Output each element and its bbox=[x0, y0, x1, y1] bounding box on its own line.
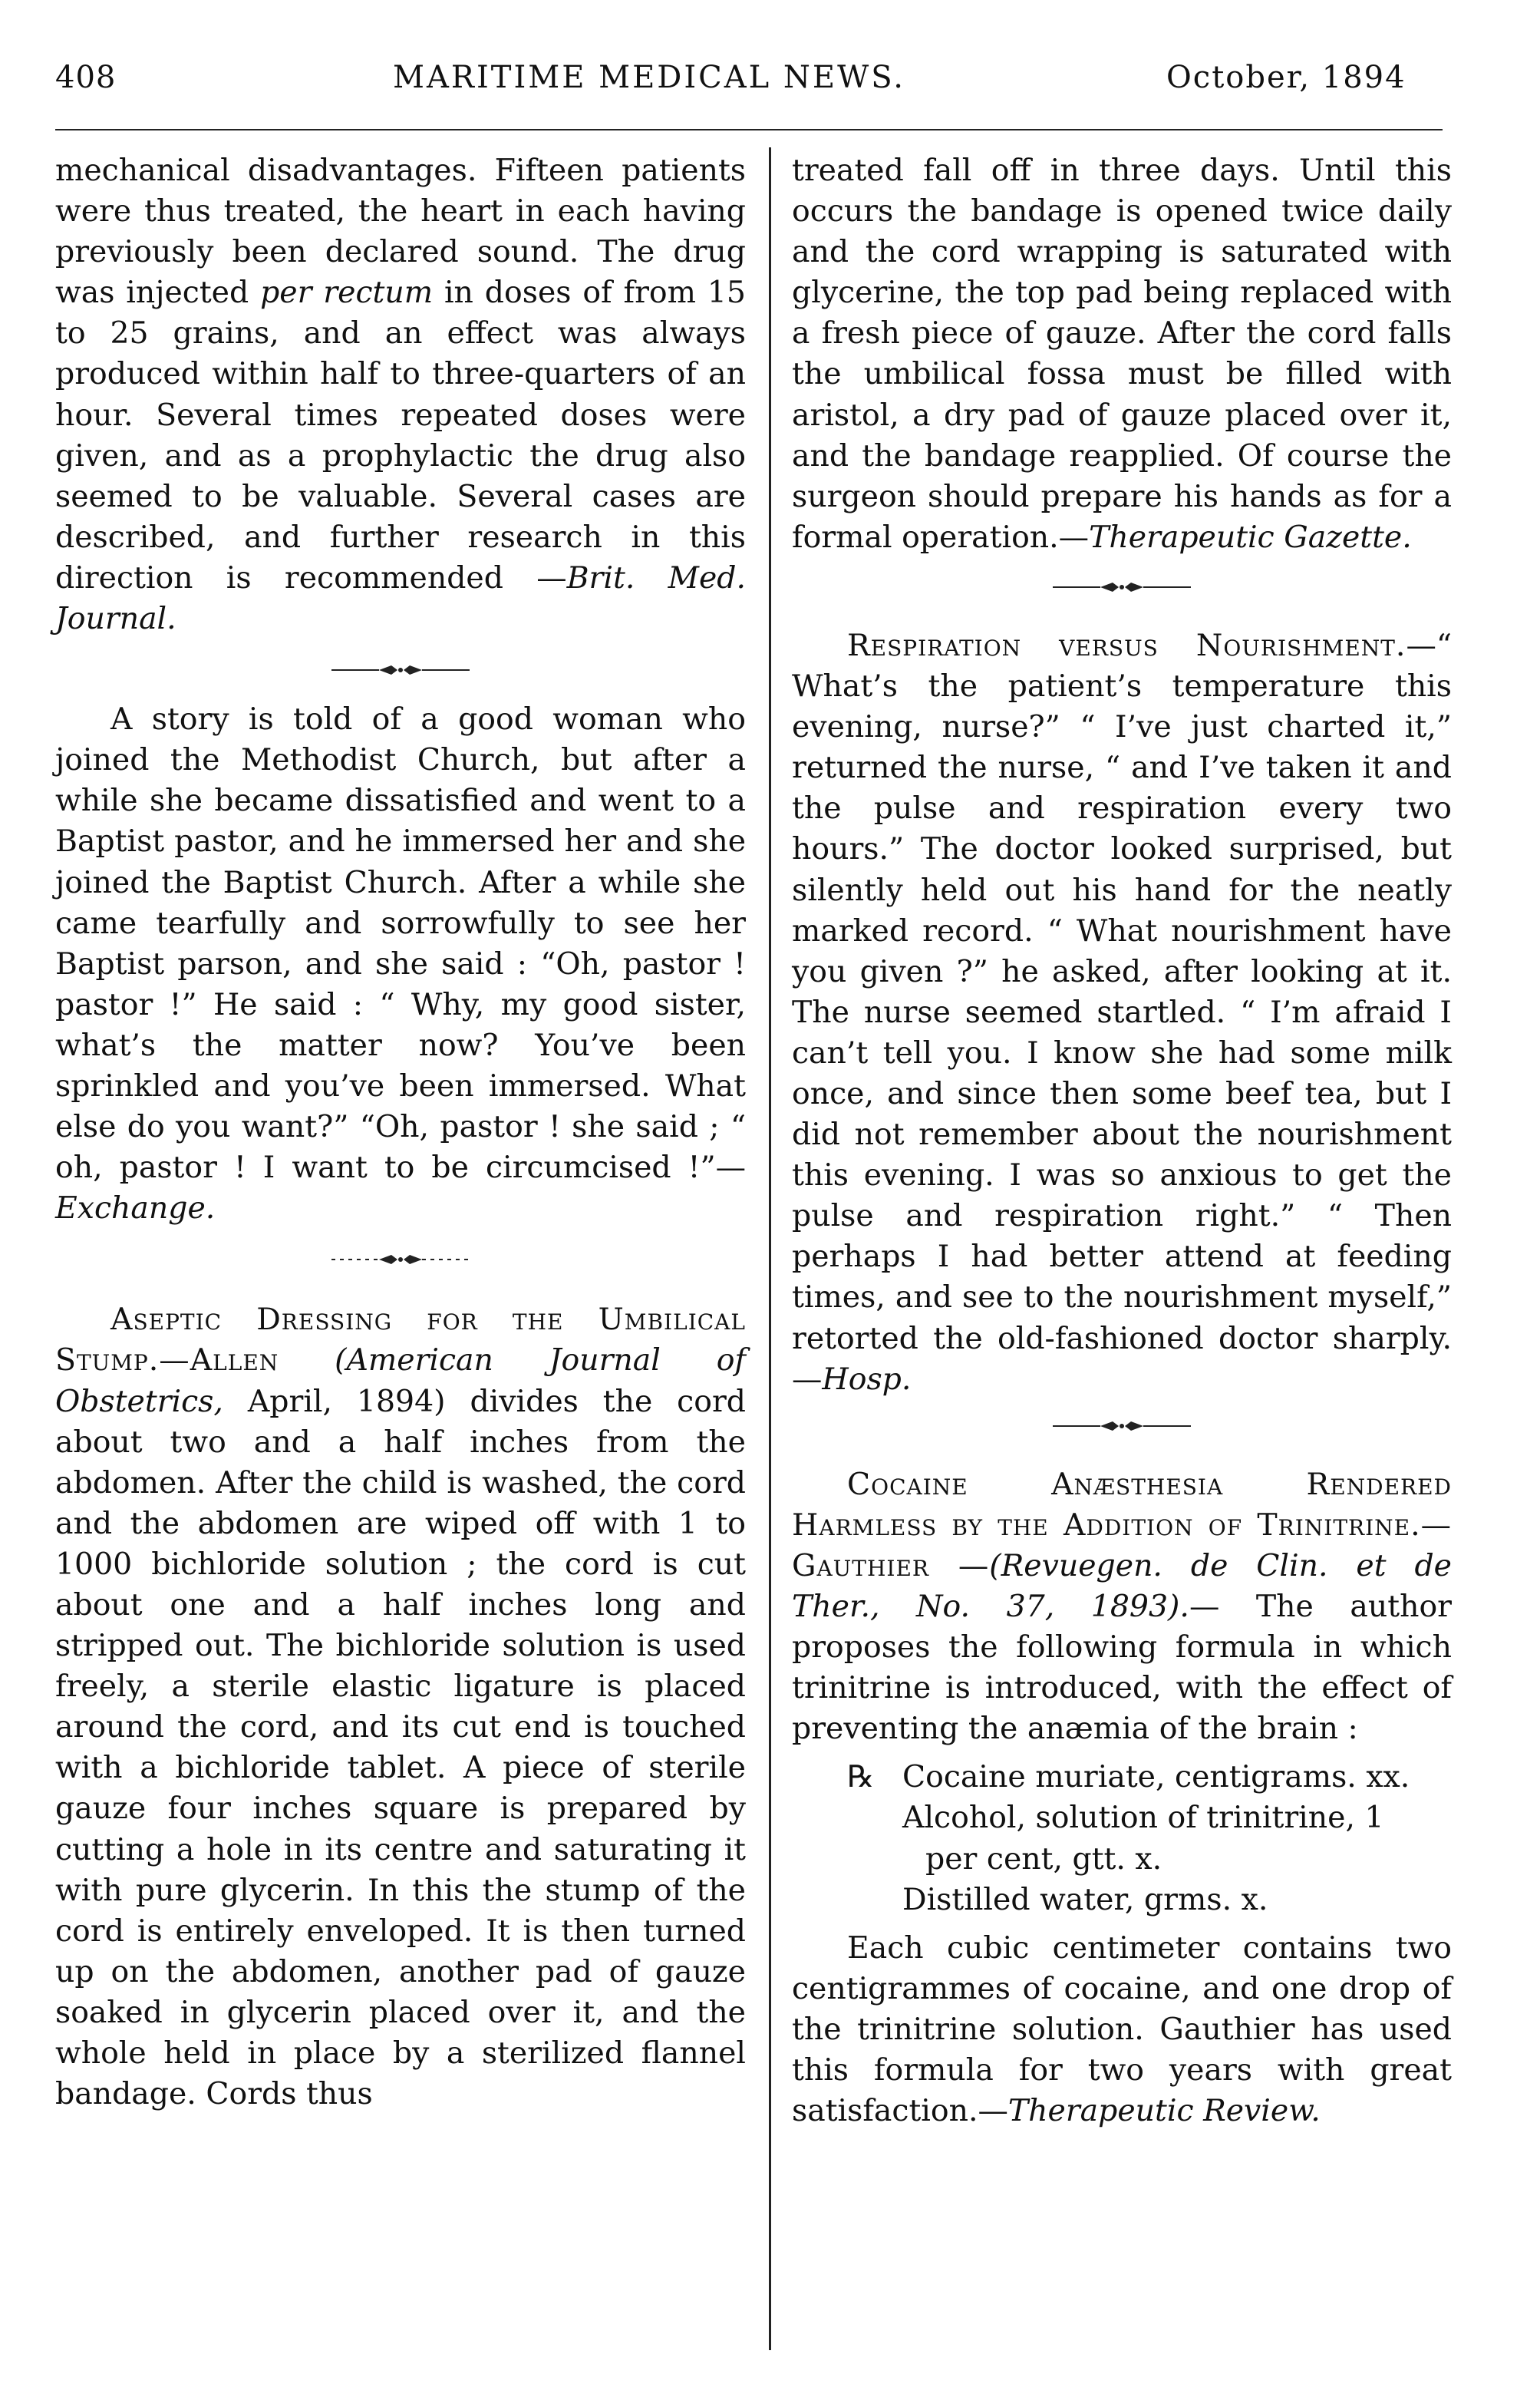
cocaine-article: Cocaine Anæsthesia Rendered Harmless by the Addition of Trinitrine.—Gauthier —(Revuegen. de Clin. et de Ther., No. 37, 1893).— The author proposes the following formula in which trinitrine is introduced, with the effect of preventing the anæmia of the brain : bbox=[792, 1466, 1452, 1747]
left-column bbox=[55, 150, 746, 2115]
article-author: —Allen bbox=[159, 1342, 279, 1378]
article-title: Cocaine Anæsthesia Rendered Harmless by the Addition of Trinitrine. bbox=[792, 1466, 1452, 1543]
article-continuation: mechanical disadvantages. Fifteen patients were thus treated, the heart in each having previously been declared sound. The drug was injected per rectum in doses of from 15 to 25 grains, and an effect was always produced within half to three-quarters of an hour. Several times repeated doses were given, and as a prophylactic the drug also seemed to be valuable. Several cases are described, and further research in this direction is recommended —Brit. Med. Journal. bbox=[55, 153, 746, 637]
journal-title: MARITIME MEDICAL NEWS. bbox=[393, 60, 905, 95]
formula-ingredient: Distilled water, grms. x. bbox=[902, 1881, 1268, 1917]
section-ornament bbox=[55, 1249, 746, 1270]
page-header bbox=[0, 0, 1540, 115]
formula-ingredient: Alcohol, solution of trinitrine, 1 bbox=[902, 1800, 1384, 1836]
formula-description: Each cubic centimeter contains two centigrammes of cocaine, and one drop of the trinitrine solution. Gauthier has used this formula for two years with great satisfaction.—Therapeutic Review. bbox=[792, 1930, 1452, 2129]
journal-reference: (American Journal of Obstetrics, bbox=[55, 1342, 746, 1419]
article-title: Aseptic Dressing for the Umbilical Stump. bbox=[55, 1302, 746, 1378]
section-ornament bbox=[792, 1415, 1452, 1437]
respiration-article: Respiration versus Nourishment.—“ What’s the patient’s temperature this evening, nurse?” “ I’ve just charted it,” returned the nurse, “ and I’ve taken it and the pulse and respiration every two hours.” The doctor looked surprised, but silently held out his hand for the neatly marked record. “ What nourishment have you given ?” he asked, after looking at it. The nurse seemed startled. “ I’m afraid I can’t tell you. I know she had some milk once, and since then some beef tea, but I did not remember about the nourishment this evening. I was so anxious to get the pulse and respiration right.” “ Then perhaps I had better attend at feeding times, and see to the nourishment myself,” retorted the old-fashioned doctor sharply.—Hosp. bbox=[792, 627, 1452, 1397]
column-divider bbox=[769, 147, 771, 2350]
story-paragraph: A story is told of a good woman who joined the Methodist Church, but after a while she became dissatisfied and went to a Baptist pastor, and he immersed her and she joined the Baptist Church. After a while she came tearfully and sorrowfully to see her Baptist parson, and she said : “Oh, pastor ! pastor !” He said : “ Why, my good sister, what’s the matter now? You’ve been sprinkled and you’ve been immersed. What else do you want?” “Oh, pastor ! she said ; “ oh, pastor ! I want to be circumcised !”—Exchange. bbox=[55, 702, 746, 1227]
article-title: Respiration versus Nourishment. bbox=[847, 627, 1406, 663]
section-ornament bbox=[55, 659, 746, 681]
source-citation: Brit. Med. Journal. bbox=[55, 560, 746, 637]
source-citation: Hosp. bbox=[822, 1361, 912, 1397]
section-ornament bbox=[792, 576, 1452, 598]
issue-date: October, 1894 bbox=[1166, 60, 1406, 95]
source-citation: Therapeutic Review. bbox=[1007, 2093, 1321, 2129]
right-column bbox=[792, 150, 1452, 2131]
aseptic-dressing-article: Aseptic Dressing for the Umbilical Stump.—Allen (American Journal of Obstetrics, April, 1894) divides the cord about two and a half inches from the abdomen. After the child is washed, the cord and the abdomen are wiped off with 1 to 1000 bichloride solution ; the cord is cut about one and a half inches long and stripped out. The bichloride solution is used freely, a sterile elastic ligature is placed around the cord, and its cut end is touched with a bichloride tablet. A piece of sterile gauze four inches square is prepared by cutting a hole in its centre and saturating it with pure glycerin. In this the stump of the cord is entirely enveloped. It is then turned up on the abdomen, another pad of gauze soaked in glycerin placed over it, and the whole held in place by a sterilized flannel bandage. Cords thus bbox=[55, 1302, 746, 2112]
article-continuation: treated fall off in three days. Until this occurs the bandage is opened twice daily and the cord wrapping is saturated with glycerine, the top pad being replaced with a fresh piece of gauze. After the cord falls the umbilical fossa must be filled with aristol, a dry pad of gauze placed over it, and the bandage reapplied. Of course the surgeon should prepare his hands as for a formal operation.—Therapeutic Gazette. bbox=[792, 153, 1452, 555]
page-number: 408 bbox=[55, 60, 117, 95]
formula-ingredient-cont: per cent, gtt. x. bbox=[925, 1841, 1162, 1877]
prescription-formula bbox=[792, 1757, 1452, 1920]
source-citation: Exchange. bbox=[55, 1190, 216, 1227]
article-author: —Gauthier — bbox=[792, 1507, 1452, 1583]
source-citation: Therapeutic Gazette. bbox=[1089, 519, 1412, 555]
formula-ingredient: Cocaine muriate, centigrams. xx. bbox=[902, 1759, 1410, 1795]
header-rule bbox=[55, 129, 1443, 130]
journal-reference: (Revuegen. de Clin. et de Ther., No. 37, 1893). bbox=[792, 1547, 1452, 1624]
prescription-symbol: ℞ bbox=[847, 1759, 875, 1795]
